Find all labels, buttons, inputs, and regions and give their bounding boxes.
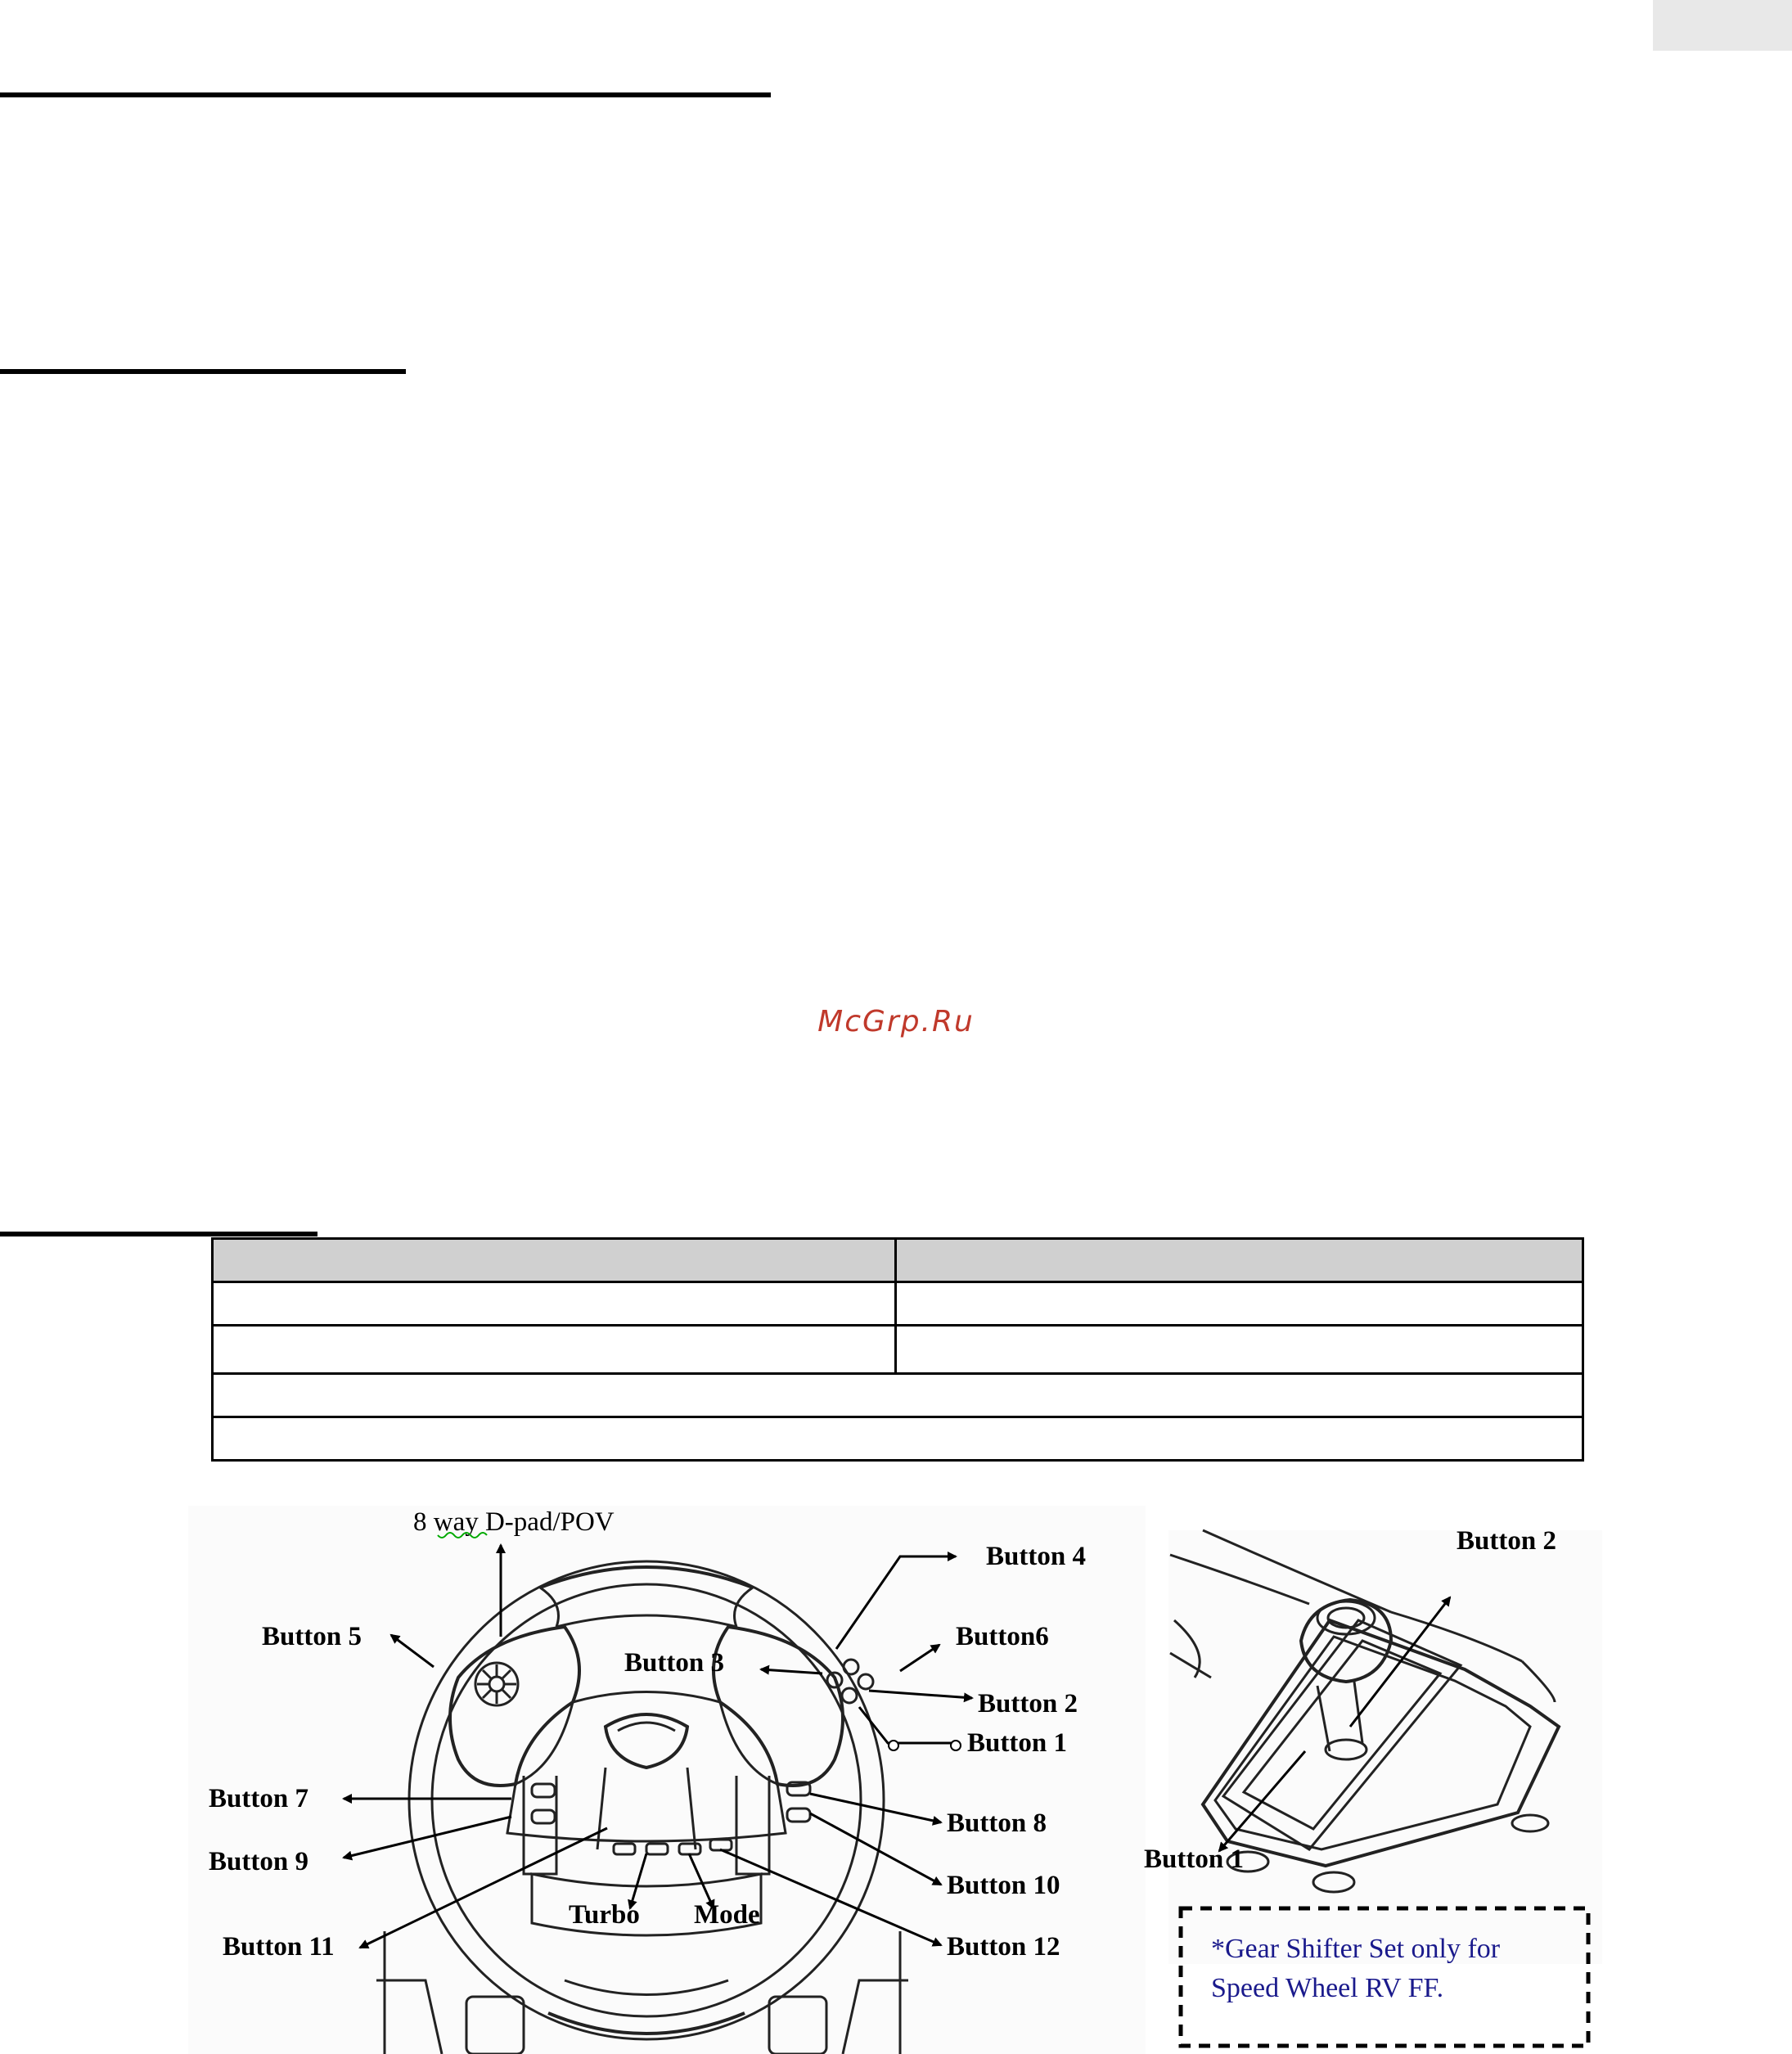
button10-label: Button 10 (947, 1871, 1060, 1900)
button2-label: Button 2 (978, 1689, 1078, 1718)
spec-table (211, 1237, 1584, 1462)
button8-label: Button 8 (947, 1809, 1047, 1838)
table-header-cell (213, 1239, 896, 1282)
button6-label: Button6 (956, 1622, 1049, 1651)
button5-label: Button 5 (262, 1622, 362, 1651)
note-line-1: *Gear Shifter Set only for (1211, 1934, 1501, 1964)
shifter-button2-label: Button 2 (1457, 1526, 1556, 1556)
table-header-row (213, 1239, 1583, 1282)
button4-label: Button 4 (986, 1542, 1086, 1571)
table-cell (213, 1326, 896, 1374)
button1-label: Button 1 (967, 1728, 1067, 1758)
button1-label-dot (951, 1741, 961, 1750)
button3-label: Button 3 (624, 1648, 724, 1678)
table-cell (213, 1282, 896, 1326)
watermark: McGrp.Ru (817, 1005, 975, 1038)
table-row (213, 1417, 1583, 1461)
section-rule-3 (0, 1232, 317, 1236)
shifter-button1-label: Button 1 (1144, 1845, 1244, 1874)
table-row (213, 1374, 1583, 1417)
button12-label: Button 12 (947, 1932, 1060, 1962)
controls-figure (0, 1489, 1792, 2054)
table-cell (896, 1326, 1583, 1374)
table-cell-wide (213, 1374, 1583, 1417)
table-header-cell (896, 1239, 1583, 1282)
shifter-panel (1168, 1530, 1602, 1964)
table-row (213, 1326, 1583, 1374)
note-line-2: Speed Wheel RV FF. (1211, 1973, 1444, 2003)
table-row (213, 1282, 1583, 1326)
corner-tab (1653, 0, 1792, 51)
section-rule-2 (0, 369, 406, 374)
wheel-panel (188, 1506, 1146, 2054)
figure-svg (0, 1489, 1792, 2054)
table-cell-wide (213, 1417, 1583, 1461)
button1-connector-dot (889, 1741, 898, 1750)
button9-label: Button 9 (209, 1847, 308, 1876)
button7-label: Button 7 (209, 1784, 308, 1813)
turbo-label: Turbo (569, 1900, 640, 1930)
mode-label: Mode (694, 1900, 760, 1930)
section-rule-1 (0, 92, 771, 97)
button11-label: Button 11 (223, 1932, 335, 1962)
table-cell (896, 1282, 1583, 1326)
dpad-label: 8 way D-pad/POV (413, 1507, 615, 1537)
